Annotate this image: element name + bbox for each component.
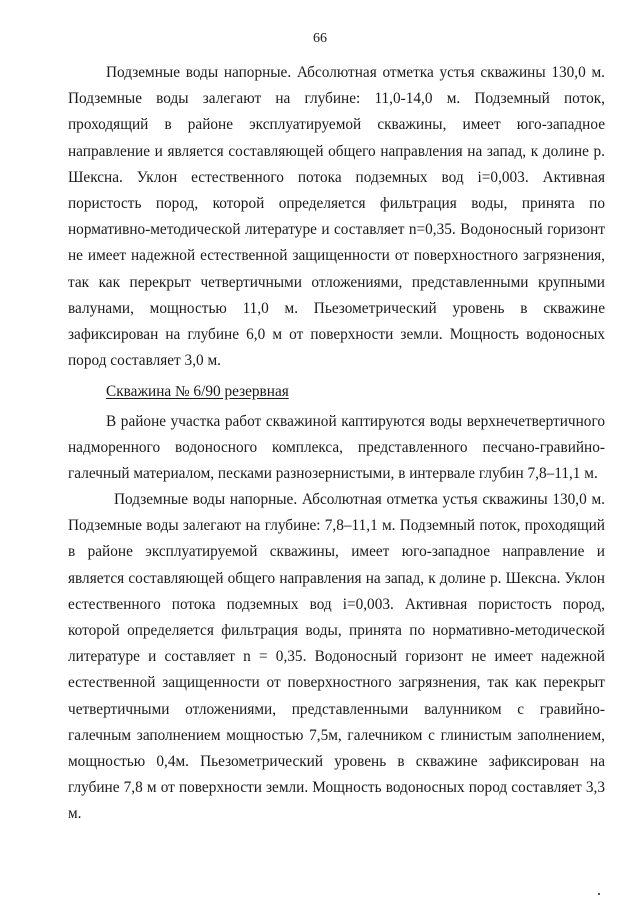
paragraph-3: Подземные воды напорные. Абсолютная отметка устья скважины 130,0 м. Подземные воды залегают на глубине: 7,8–11,1 м. Подземный поток, проходящий в районе эксплуатируемой скважины, имеет юго-западное направление и является составляющей общего направления на запад, к долине р. Шексна. Уклон естественного потока подземных вод i=0,003. Активная пористость пород, которой определяется фильтрация воды, принята по нормативно-методической литературе и составляет n = 0,35. Водоносный горизонт не имеет надежной естественной защищенности от поверхностного загрязнения, так как перекрыт четвертичными отложениями, представленными валунником с гравийно-галечным заполнением мощностью 7,5м, галечником с глинистым заполнением, мощностью 0,4м. Пьезометрический уровень в скважине зафиксирован на глубине 7,8 м от поверхности земли. Мощность водоносных пород составляет 3,3 м. [68,491,605,823]
paragraph-2-block [68,409,605,488]
section-heading-block [68,379,605,405]
paragraph-1: Подземные воды напорные. Абсолютная отметка устья скважины 130,0 м. Подземные воды залегают на глубине: 11,0-14,0 м. Подземный поток, проходящий в районе эксплуатируемой скважины, имеет юго-западное направление и является составляющей общего направления на запад, к долине р. Шексна. Уклон естественного потока подземных вод i=0,003. Активная пористость пород, которой определяется фильтрация воды, принята по нормативно-методической литературе и составляет n=0,35. Водоносный горизонт не имеет надежной естественной защищенности от поверхностного загрязнения, так как перекрыт четвертичными отложениями, представленными крупными валунами, мощностью 11,0 м. Пьезометрический уровень в скважине зафиксирован на глубине 6,0 м от поверхности земли. Мощность водоносных пород составляет 3,0 м. [68,64,605,370]
section-heading: Скважина № 6/90 резервная [106,383,289,400]
paragraph-2: В районе участка работ скважиной каптируются воды верхнечетвертичного надморенного водоносного комплекса, представленного песчано-гравийно-галечный материалом, песками разнозернистыми, в интервале глубин 7,8–11,1 м. [68,413,605,483]
paragraph-3-block [68,487,605,828]
scan-speck [598,893,600,895]
page-number: 66 [313,31,327,46]
paragraph-1-block [68,60,605,374]
